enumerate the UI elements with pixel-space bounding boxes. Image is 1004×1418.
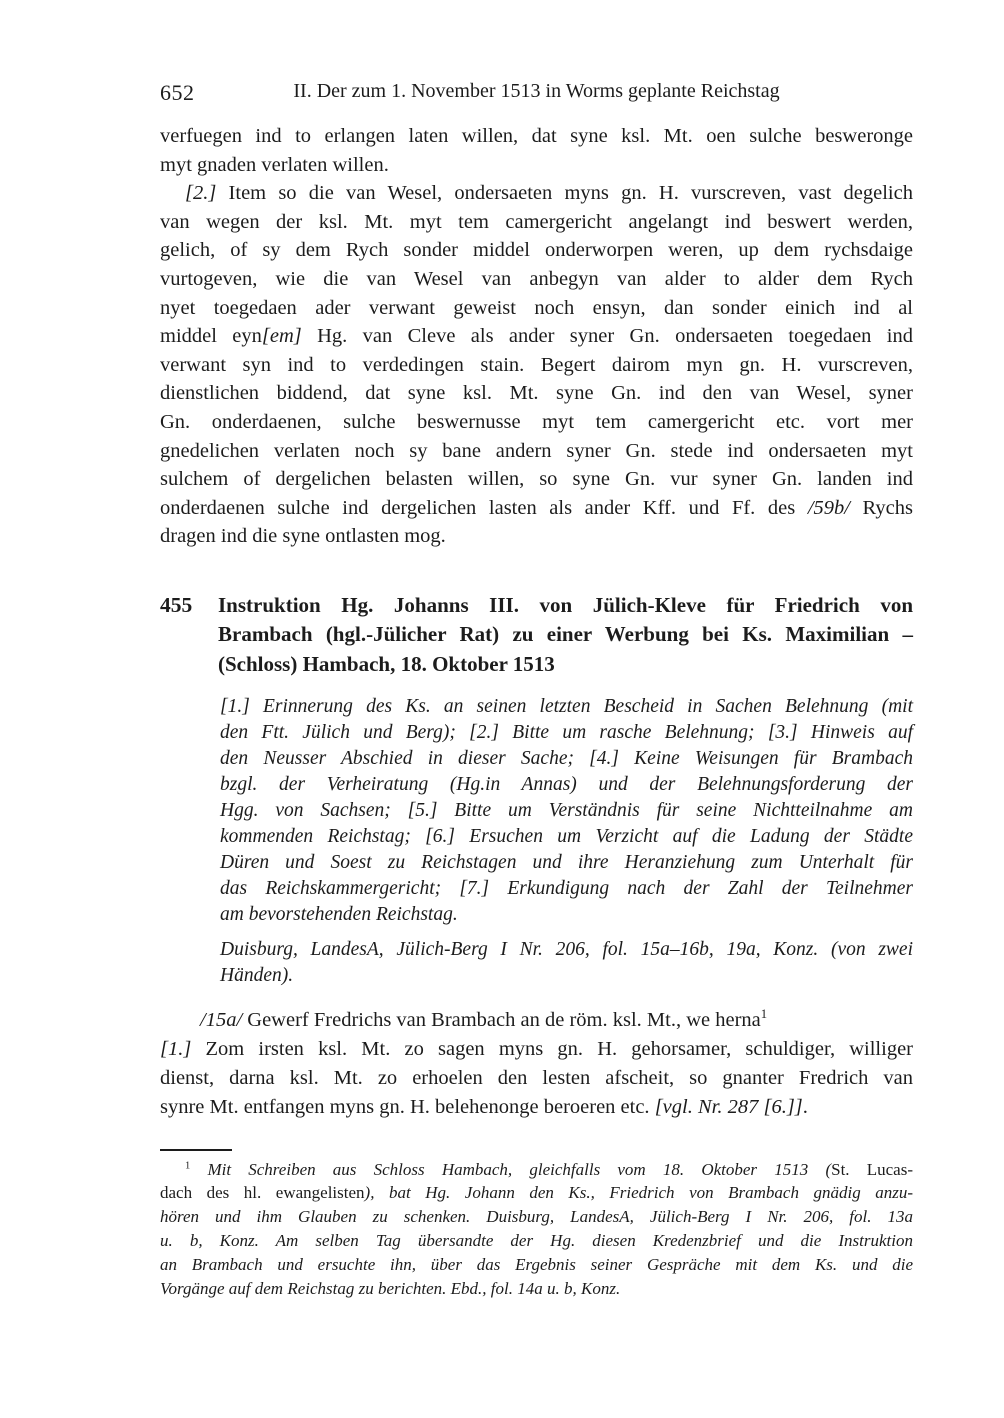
text-line bbox=[218, 620, 913, 650]
text-segment: dragen ind die syne ontlasten mog. bbox=[160, 525, 446, 548]
text-line bbox=[160, 1277, 913, 1301]
text-segment: Zom irsten ksl. Mt. zo sagen myns gn. H. gehorsamer, schuldiger, williger bbox=[191, 1038, 913, 1061]
text-line bbox=[160, 1181, 913, 1205]
entry-title bbox=[218, 591, 913, 680]
text-segment: Brambach (hgl.-Jülicher Rat) zu einer Werbung bei Ks. Maximilian – bbox=[218, 622, 913, 647]
text-line bbox=[160, 1253, 913, 1277]
transcript bbox=[160, 1006, 913, 1121]
page-number: 652 bbox=[160, 80, 195, 105]
entry-heading-row bbox=[160, 591, 913, 680]
text-line bbox=[160, 1158, 913, 1182]
text-segment: bzgl. der Verheiratung (Hg.in Annas) und der Belehnungsforderung der bbox=[220, 774, 913, 796]
body-paragraph-continuation bbox=[160, 122, 913, 179]
text-segment: /15a/ bbox=[200, 1009, 243, 1032]
body-paragraph-item-2 bbox=[160, 179, 913, 551]
text-line bbox=[160, 122, 913, 151]
text-segment: myt gnaden verlaten willen. bbox=[160, 153, 389, 176]
text-line bbox=[160, 322, 913, 351]
text-line bbox=[160, 1229, 913, 1253]
text-line bbox=[160, 522, 913, 551]
text-segment: verwant syn ind to verdedingen stain. Begert dairom myn gn. H. vurscreven, bbox=[160, 353, 913, 376]
running-title: II. Der zum 1. November 1513 in Worms geplante Reichstag bbox=[293, 80, 780, 102]
text-line bbox=[160, 379, 913, 408]
text-segment: kommenden Reichstag; [6.] Ersuchen um Verzicht auf die Ladung der Städte bbox=[220, 826, 913, 848]
text-line bbox=[220, 850, 913, 876]
text-segment: Rychs bbox=[849, 496, 913, 519]
text-line bbox=[160, 179, 913, 208]
text-segment: Hg. van Cleve als ander syner Gn. ondersaeten toegedaen ind bbox=[301, 325, 913, 348]
text-line bbox=[220, 937, 913, 963]
text-line bbox=[218, 650, 913, 680]
entry-number: 455 bbox=[160, 592, 193, 617]
page-header bbox=[160, 80, 913, 106]
text-segment: onderdaenen sulche ind dergelichen lasten als ander Kff. und Ff. des bbox=[160, 496, 808, 519]
text-line bbox=[160, 1205, 913, 1229]
text-segment: Instruktion Hg. Johanns III. von Jülich-Kleve für Friedrich von bbox=[218, 592, 913, 617]
text-segment: Gn. onderdaenen, sulche beswernusse myt tem camergericht etc. vort mer bbox=[160, 410, 913, 433]
footnote-reference: 1 bbox=[185, 1159, 191, 1171]
text-segment: [em] bbox=[261, 325, 302, 348]
footnote-1 bbox=[160, 1158, 913, 1301]
footnote-separator bbox=[160, 1149, 232, 1151]
text-line bbox=[160, 151, 913, 180]
text-segment: dienstlichen biddend, dat syne ksl. Mt. syne Gn. ind den van Wesel, syner bbox=[160, 382, 913, 405]
text-segment: Hgg. von Sachsen; [5.] Bitte um Verständnis für seine Nichtteilnahme am bbox=[220, 800, 913, 822]
text-segment: den Neusser Abschied in dieser Sache; [4.] Keine Weisungen für Brambach bbox=[220, 748, 913, 770]
text-line bbox=[160, 236, 913, 265]
footnote-area bbox=[160, 1149, 913, 1301]
text-line bbox=[220, 694, 913, 720]
text-line bbox=[220, 772, 913, 798]
text-segment: [2.] bbox=[185, 182, 229, 205]
text-segment: nyet toegedaen ader verwant geweist noch ensyn, dan sonder einich ind al bbox=[160, 296, 913, 319]
text-segment: vurtogeven, wie die van Wesel van anbegyn van alder to alder dem Rych bbox=[160, 267, 913, 290]
text-block bbox=[160, 80, 913, 1300]
text-segment: (Schloss) Hambach, 18. Oktober 1513 bbox=[218, 651, 555, 676]
text-segment: [1.] bbox=[160, 1038, 192, 1061]
text-segment: verfuegen ind to erlangen laten willen, dat syne ksl. Mt. oen sulche besweronge bbox=[160, 125, 913, 147]
text-segment: dach des hl. ewangelisten bbox=[160, 1183, 365, 1203]
text-segment: Gewerf Fredrichs van Brambach an de röm. ksl. Mt., we herna bbox=[242, 1009, 761, 1032]
text-segment: /59b/ bbox=[807, 496, 850, 519]
text-segment: St. Lucas- bbox=[831, 1159, 913, 1179]
text-line bbox=[160, 1093, 913, 1122]
text-segment: gelich, of sy dem Rych sonder middel onderworpen weren, up dem rychsdaige bbox=[160, 239, 913, 262]
text-segment: Händen). bbox=[220, 965, 294, 987]
text-segment: Düren und Soest zu Reichstagen und ihre Heranziehung zum Unterhalt für bbox=[220, 852, 913, 874]
text-line bbox=[160, 294, 913, 323]
text-line bbox=[220, 902, 913, 928]
text-segment: das Reichskammergericht; [7.] Erkundigung nach der Zahl der Teilnehmer bbox=[220, 878, 913, 900]
text-segment: Duisburg, LandesA, Jülich-Berg I Nr. 206, fol. 15a–16b, 19a, Konz. (von zwei bbox=[220, 939, 913, 961]
text-segment: synre Mt. entfangen myns gn. H. belehenonge beroeren etc. bbox=[160, 1095, 655, 1118]
text-segment: Item so die van Wesel, ondersaeten myns gn. H. vurscreven, vast degelich bbox=[228, 182, 913, 205]
text-line bbox=[220, 824, 913, 850]
text-line bbox=[160, 265, 913, 294]
text-segment: dienst, darna ksl. Mt. zo erhoelen den lesten afscheit, so gnanter Fredrich van bbox=[160, 1067, 913, 1089]
text-segment: Mit Schreiben aus Schloss Hambach, gleichfalls vom 18. Oktober 1513 ( bbox=[190, 1159, 832, 1179]
text-segment: am bevorstehenden Reichstag. bbox=[220, 904, 458, 926]
transcript-item-1 bbox=[160, 1035, 913, 1121]
text-line bbox=[218, 591, 913, 621]
text-segment: [vgl. Nr. 287 [6.]] bbox=[654, 1095, 803, 1118]
text-segment: an Brambach und ersuchte ihn, über das Ergebnis seiner Gespräche mit dem Ks. und die bbox=[160, 1254, 913, 1274]
text-segment: van wegen der ksl. Mt. myt tem camergericht angelangt ind beswert werden, bbox=[160, 210, 913, 233]
text-line bbox=[220, 798, 913, 824]
text-line bbox=[160, 494, 913, 523]
text-segment: den Ftt. Jülich und Berg); [2.] Bitte um rasche Belehnung; [3.] Hinweis auf bbox=[220, 722, 913, 744]
text-line bbox=[160, 408, 913, 437]
text-line bbox=[160, 1064, 913, 1093]
text-line bbox=[160, 465, 913, 494]
transcript-folio-15a bbox=[160, 1006, 913, 1035]
text-line bbox=[220, 746, 913, 772]
text-line bbox=[220, 963, 913, 989]
text-segment: middel eyn bbox=[160, 325, 262, 348]
text-segment: sulchem of dergelichen belasten willen, so syne Gn. vur syner Gn. landen ind bbox=[160, 468, 913, 491]
text-line bbox=[160, 437, 913, 466]
entry-summary bbox=[220, 694, 913, 928]
text-segment: gnedelichen verlaten noch sy bane andern syner Gn. stede ind ondersaeten myt bbox=[160, 439, 913, 462]
text-segment: . bbox=[802, 1095, 808, 1118]
footnote-reference: 1 bbox=[760, 1007, 768, 1022]
entry-source-note bbox=[220, 937, 913, 989]
text-line bbox=[160, 208, 913, 237]
text-segment: u. b, Konz. Am selben Tag übersandte der Hg. diesen Kredenzbrief und die Instruktion bbox=[160, 1230, 913, 1250]
text-segment: [1.] Erinnerung des Ks. an seinen letzten Bescheid in Sachen Belehnung (mit bbox=[220, 696, 913, 718]
text-line bbox=[160, 351, 913, 380]
text-segment: Vorgänge auf dem Reichstag zu berichten. Ebd., fol. 14a u. b, Konz. bbox=[160, 1278, 621, 1298]
text-line bbox=[220, 876, 913, 902]
text-segment: hören und ihm Glauben zu schenken. Duisburg, LandesA, Jülich-Berg I Nr. 206, fol. 13a bbox=[160, 1207, 913, 1227]
text-line bbox=[220, 720, 913, 746]
text-line bbox=[160, 1006, 913, 1035]
text-segment: ), bat Hg. Johann den Ks., Friedrich von Brambach gnädig anzu- bbox=[364, 1183, 914, 1203]
text-line bbox=[160, 1035, 913, 1064]
